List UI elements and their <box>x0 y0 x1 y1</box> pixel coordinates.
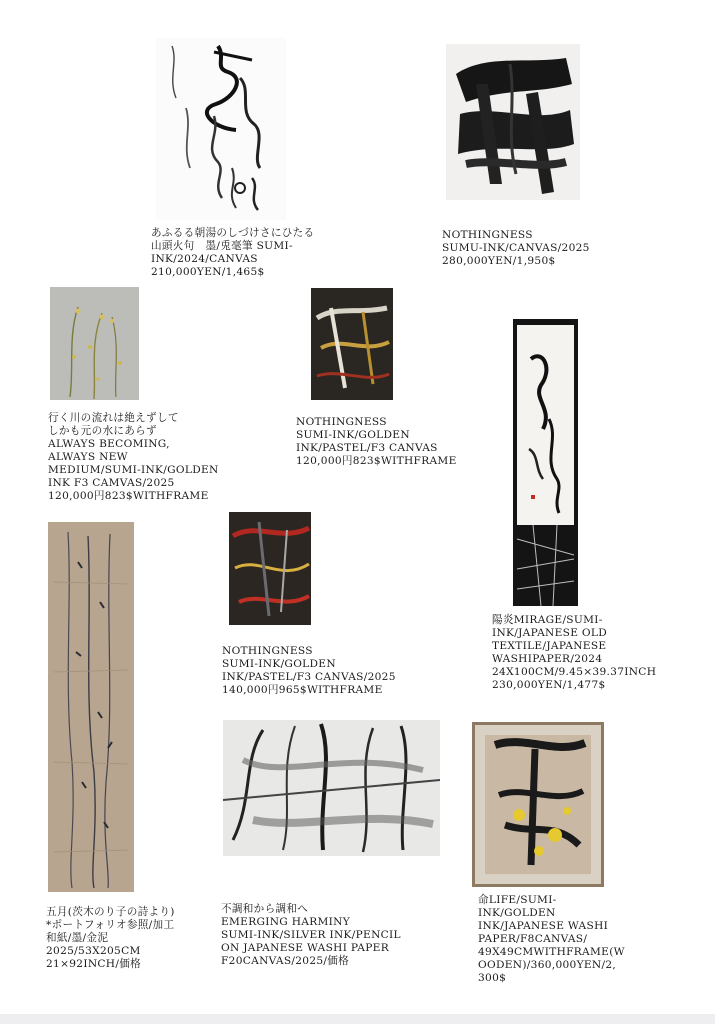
artwork-7-caption <box>46 906 175 971</box>
artwork-image-nothingness-gold <box>311 288 393 400</box>
artwork-image-emerging-harmony <box>223 720 440 856</box>
caption-line: INK/2024/CANVAS <box>151 253 258 265</box>
caption-line: SUMI-INK/SILVER INK/PENCIL <box>221 929 401 941</box>
caption-line: INK/PASTEL/F3 CANVAS <box>296 442 438 454</box>
caption-line: 210,000YEN/1,465$ <box>151 266 265 278</box>
caption-line: INK/JAPANESE WASHI <box>478 920 609 932</box>
caption-line: PAPER/F8CANVAS/ <box>478 933 588 945</box>
artwork-8-caption <box>221 903 401 968</box>
caption-line: 命LIFE/SUMI- <box>478 894 557 906</box>
artwork-image-mirage-scroll <box>513 319 578 606</box>
artwork-2-caption <box>442 229 590 268</box>
caption-line: ALWAYS NEW <box>48 451 128 463</box>
caption-line: EMERGING HARMINY <box>221 916 350 928</box>
caption-line: NOTHINGNESS <box>222 645 313 657</box>
artwork-6-caption <box>222 645 396 697</box>
artwork-image-nothingness-ink <box>446 44 580 200</box>
caption-line: ON JAPANESE WASHI PAPER <box>221 942 389 954</box>
caption-line: 300$ <box>478 972 507 984</box>
caption-line: 120,000円823$WITHFRAME <box>296 455 457 467</box>
caption-line: INK F3 CAMVAS/2025 <box>48 477 175 489</box>
caption-line: ALWAYS BECOMING, <box>48 438 170 450</box>
artwork-9-caption <box>478 894 625 985</box>
bottom-bar <box>0 1014 715 1024</box>
caption-line: INK/JAPANESE OLD <box>492 627 608 639</box>
caption-line: 49X49CMWITHFRAME(W <box>478 946 625 958</box>
caption-line: 山頭火句 墨/兎毫筆 SUMI- <box>151 240 293 252</box>
artwork-image-calligraphy-santoka <box>156 38 286 220</box>
caption-line: 21×92INCH/価格 <box>46 958 141 970</box>
caption-line: 行く川の流れは絶えずして <box>48 412 179 424</box>
caption-line: 五月(茨木のり子の詩より) <box>46 906 175 918</box>
artwork-1-caption <box>151 227 314 279</box>
artwork-image-life-framed <box>472 722 604 887</box>
caption-line: MEDIUM/SUMI-INK/GOLDEN <box>48 464 219 476</box>
caption-line: 不調和から調和へ <box>221 903 309 915</box>
caption-line: WASHIPAPER/2024 <box>492 653 603 665</box>
caption-line: 2025/53X205CM <box>46 945 141 957</box>
caption-line: *ポートフォリオ参照/加工 <box>46 919 175 931</box>
caption-line: SUMI-INK/GOLDEN <box>222 658 336 670</box>
caption-line: 120,000円823$WITHFRAME <box>48 490 209 502</box>
caption-line: NOTHINGNESS <box>442 229 533 241</box>
artwork-image-always-becoming <box>50 287 139 400</box>
artwork-image-may-scroll <box>48 522 134 892</box>
caption-line: F20CANVAS/2025/価格 <box>221 955 350 967</box>
caption-line: 280,000YEN/1,950$ <box>442 255 556 267</box>
artwork-5-caption <box>492 614 656 692</box>
caption-line: あふるる朝湯のしづけさにひたる <box>151 227 315 239</box>
caption-line: 和紙/墨/金泥 <box>46 932 109 944</box>
caption-line: INK/PASTEL/F3 CANVAS/2025 <box>222 671 396 683</box>
artwork-3-caption <box>48 412 219 503</box>
caption-line: INK/GOLDEN <box>478 907 556 919</box>
artwork-image-nothingness-red <box>229 512 311 625</box>
caption-line: OODEN)/360,000YEN/2, <box>478 959 617 971</box>
caption-line: 140,000円965$WITHFRAME <box>222 684 383 696</box>
caption-line: しかも元の水にあらず <box>48 425 157 437</box>
artwork-4-caption <box>296 416 457 468</box>
caption-line: SUMI-INK/GOLDEN <box>296 429 410 441</box>
caption-line: TEXTILE/JAPANESE <box>492 640 607 652</box>
caption-line: NOTHINGNESS <box>296 416 387 428</box>
caption-line: 陽炎MIRAGE/SUMI- <box>492 614 603 626</box>
caption-line: SUMU-INK/CANVAS/2025 <box>442 242 590 254</box>
caption-line: 230,000YEN/1,477$ <box>492 679 606 691</box>
caption-line: 24X100CM/9.45×39.37INCH <box>492 666 657 678</box>
